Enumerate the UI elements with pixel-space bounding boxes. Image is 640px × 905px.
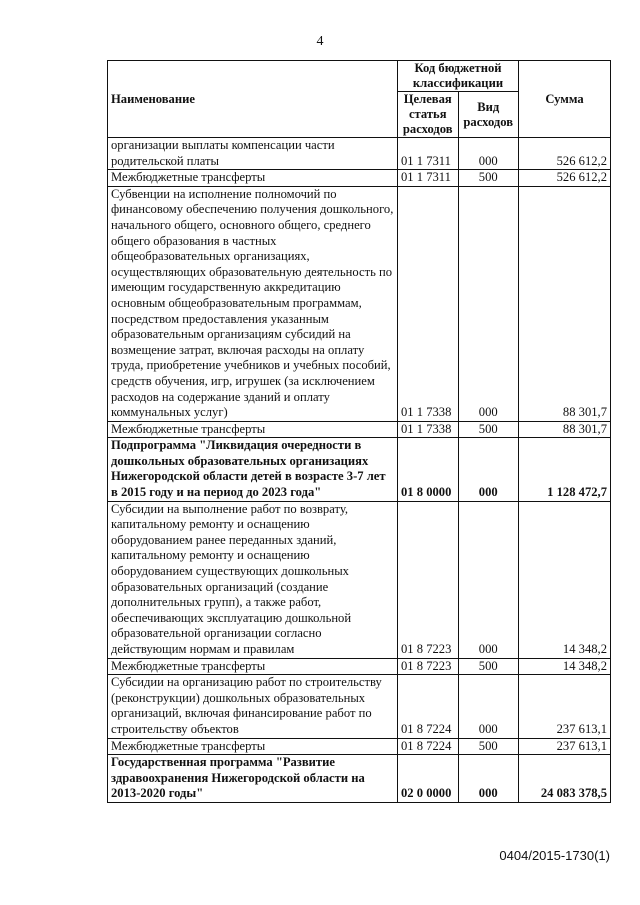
row-name-cell: Межбюджетные трансферты	[108, 738, 398, 755]
row-type-cell: 500	[458, 658, 519, 675]
row-sum-cell: 237 613,1	[519, 738, 611, 755]
table-row	[108, 170, 611, 187]
row-code-cell: 01 1 7338	[398, 421, 459, 438]
row-type-cell: 000	[458, 438, 519, 501]
row-sum-cell: 237 613,1	[519, 675, 611, 738]
table-row	[108, 658, 611, 675]
row-type-cell: 000	[458, 138, 519, 170]
header-expense-type: Вид расходов	[458, 92, 519, 138]
row-type-cell: 000	[458, 755, 519, 803]
row-sum-cell: 1 128 472,7	[519, 438, 611, 501]
table-row	[108, 421, 611, 438]
row-name-cell: Подпрограмма "Ликвидация очередности в дошкольных образовательных организациях Нижегородской области детей в возрасте 3-7 лет в 2015 году и на период до 2023 года"	[108, 438, 398, 501]
header-code-group: Код бюджетной классификации	[398, 61, 519, 92]
row-code-cell: 01 8 7223	[398, 501, 459, 658]
row-code-cell: 01 8 7224	[398, 738, 459, 755]
row-sum-cell: 14 348,2	[519, 658, 611, 675]
row-type-cell: 500	[458, 421, 519, 438]
table-row	[108, 501, 611, 658]
budget-table	[107, 60, 611, 803]
row-name-cell: Субвенции на исполнение полномочий по финансовому обеспечению получения дошкольного, начального общего, основного общего, среднего общего образования в частных общеобразовательных организациях, осуществляющих образовательную деятельность по имеющим государственную аккредитацию основным общеобразовательным программам, посредством предоставления указанным образовательным организациям субсидий на возмещение затрат, включая расходы на оплату труда, приобретение учебников и учебных пособий, средств обучения, игр, игрушек (за исключением расходов на содержание зданий и оплату коммунальных услуг)	[108, 186, 398, 421]
row-type-cell: 500	[458, 738, 519, 755]
row-code-cell: 01 8 7224	[398, 675, 459, 738]
row-code-cell: 01 1 7338	[398, 186, 459, 421]
row-type-cell: 500	[458, 170, 519, 187]
header-name: Наименование	[108, 61, 398, 138]
row-name-cell: Межбюджетные трансферты	[108, 421, 398, 438]
row-sum-cell: 526 612,2	[519, 138, 611, 170]
row-name-cell: организации выплаты компенсации части родительской платы	[108, 138, 398, 170]
row-type-cell: 000	[458, 501, 519, 658]
table-row	[108, 186, 611, 421]
row-name-cell: Субсидии на выполнение работ по возврату, капитальному ремонту и оснащению оборудованием ранее переданных зданий, капитальному ремонту и оснащению оборудованием существующих дошкольных образовательных организаций (создание дополнительных групп), а также работ, обеспечивающих эксплуатацию дошкольной образовательной организации согласно действующим нормам и правилам	[108, 501, 398, 658]
table-body	[108, 138, 611, 803]
table-row	[108, 138, 611, 170]
row-code-cell: 01 1 7311	[398, 138, 459, 170]
row-type-cell: 000	[458, 186, 519, 421]
table-row	[108, 755, 611, 803]
table-row	[108, 675, 611, 738]
row-name-cell: Межбюджетные трансферты	[108, 658, 398, 675]
row-name-cell: Государственная программа "Развитие здравоохранения Нижегородской области на 2013-2020 годы"	[108, 755, 398, 803]
row-sum-cell: 24 083 378,5	[519, 755, 611, 803]
row-code-cell: 01 8 7223	[398, 658, 459, 675]
table-row	[108, 738, 611, 755]
row-code-cell: 01 1 7311	[398, 170, 459, 187]
row-name-cell: Субсидии на организацию работ по строительству (реконструкции) дошкольных образовательных организаций, включая финансирование работ по строительству объектов	[108, 675, 398, 738]
row-sum-cell: 14 348,2	[519, 501, 611, 658]
table-row	[108, 438, 611, 501]
header-sum: Сумма	[519, 61, 611, 138]
header-target-article: Целевая статья расходов	[398, 92, 459, 138]
row-sum-cell: 88 301,7	[519, 421, 611, 438]
row-sum-cell: 88 301,7	[519, 186, 611, 421]
row-code-cell: 01 8 0000	[398, 438, 459, 501]
row-code-cell: 02 0 0000	[398, 755, 459, 803]
row-sum-cell: 526 612,2	[519, 170, 611, 187]
row-type-cell: 000	[458, 675, 519, 738]
document-code: 0404/2015-1730(1)	[499, 848, 610, 863]
page-number: 4	[316, 34, 324, 49]
row-name-cell: Межбюджетные трансферты	[108, 170, 398, 187]
